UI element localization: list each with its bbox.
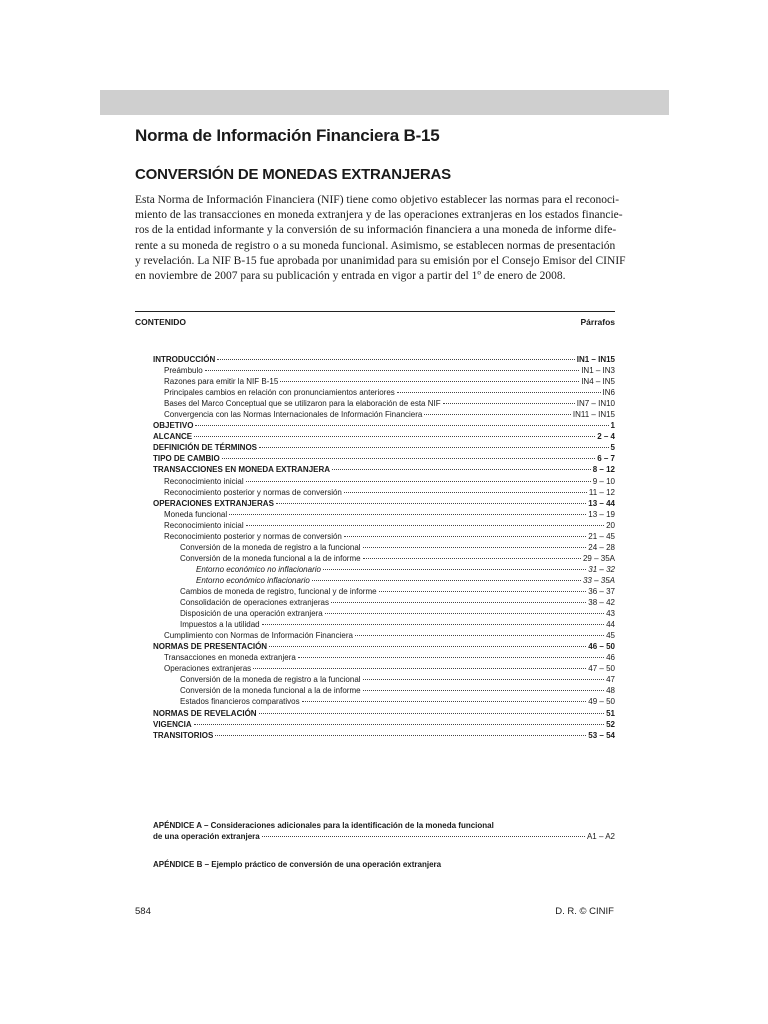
toc-pages: 20 <box>606 520 615 530</box>
copyright: D. R. © CINIF <box>555 906 614 917</box>
toc-pages: IN4 – IN5 <box>581 377 615 387</box>
toc-title: Entorno económico no inflacionario <box>196 564 321 574</box>
toc-leader <box>253 668 586 669</box>
toc-row <box>153 564 615 575</box>
intro-line: y revelación. La NIF B-15 fue aprobada por unanimidad para su emisión por el Consejo Emisor del CINIF <box>135 254 626 267</box>
toc-row <box>153 398 615 409</box>
toc-row <box>153 531 615 542</box>
toc-leader <box>259 713 605 714</box>
toc-row <box>153 520 615 531</box>
toc-row <box>153 453 615 464</box>
toc-title: Entorno económico inflacionario <box>196 575 310 585</box>
toc-leader <box>363 558 581 559</box>
appendix-b-label: APÉNDICE B <box>153 860 203 869</box>
toc-pages: 44 <box>606 620 615 630</box>
toc-pages: 38 – 42 <box>588 598 615 608</box>
toc-title: Conversión de la moneda funcional a la de informe <box>180 553 361 563</box>
toc-title: Bases del Marco Conceptual que se utilizaron para la elaboración de esta NIF <box>164 399 441 409</box>
toc-pages: 29 – 35A <box>582 553 615 563</box>
toc-leader <box>363 690 605 691</box>
toc-title: Reconocimiento inicial <box>164 476 244 486</box>
toc-leader <box>363 679 605 680</box>
toc-pages: IN6 <box>602 388 615 398</box>
appendix-a-label: APÉNDICE A <box>153 821 202 830</box>
toc-row <box>153 708 615 719</box>
toc-title: DEFINICIÓN DE TÉRMINOS <box>153 443 258 453</box>
toc-pages: 8 – 12 <box>592 465 615 475</box>
toc-leader <box>269 646 586 647</box>
toc-row <box>153 630 615 641</box>
toc-pages: 6 – 7 <box>597 454 615 464</box>
toc-row <box>153 674 615 685</box>
toc-pages: IN1 – IN3 <box>581 366 615 376</box>
toc-title: Reconocimiento posterior y normas de conversión <box>164 531 342 541</box>
toc-pages: 36 – 37 <box>588 586 615 596</box>
toc-leader <box>344 536 586 537</box>
toc-leader <box>344 492 587 493</box>
toc-pages: 51 <box>606 708 615 718</box>
toc-title: TRANSITORIOS <box>153 730 214 740</box>
toc-leader <box>355 635 604 636</box>
toc-row <box>153 476 615 487</box>
toc-pages: 48 <box>606 686 615 696</box>
toc-pages: 46 – 50 <box>588 642 615 652</box>
toc-leader <box>331 602 586 603</box>
toc-title: Operaciones extranjeras <box>164 664 252 674</box>
toc-title: ALCANCE <box>153 432 193 442</box>
toc-pages: 2 – 4 <box>597 432 615 442</box>
toc-pages: IN11 – IN15 <box>572 410 615 420</box>
toc-title: INTRODUCCIÓN <box>153 355 216 364</box>
toc-row <box>153 464 615 475</box>
toc-leader <box>246 481 591 482</box>
toc-title: Impuestos a la utilidad <box>180 620 260 630</box>
toc-pages: 5 <box>610 443 615 453</box>
toc-row <box>153 409 615 420</box>
intro-line: en noviembre de 2007 para su publicación y entrada en vigor a partir del 1º de enero de 2008. <box>135 270 566 283</box>
toc-row <box>153 442 615 453</box>
toc-pages: 1 <box>610 421 615 431</box>
toc-pages: 46 <box>606 653 615 663</box>
toc-pages: 45 <box>606 631 615 641</box>
toc-pages: 9 – 10 <box>592 476 615 486</box>
toc-title: Principales cambios en relación con pronunciamientos anteriores <box>164 388 395 398</box>
toc-row <box>153 420 615 431</box>
toc-leader <box>195 425 608 426</box>
toc-pages: 52 <box>606 719 615 729</box>
toc-row <box>153 487 615 498</box>
toc-leader <box>215 735 586 736</box>
intro-line: ros de la entidad informante y la conversión de su información financiera a una moneda de informe dife- <box>135 224 617 237</box>
appendix-a-text-cont: de una operación extranjera <box>153 832 260 841</box>
toc-pages: 33 – 35A <box>582 575 615 585</box>
toc-pages: 43 <box>606 609 615 619</box>
toc-title: Consolidación de operaciones extranjeras <box>180 598 329 608</box>
toc-leader <box>424 414 571 415</box>
toc-row <box>153 354 615 365</box>
toc-leader <box>312 580 581 581</box>
toc-title: Convergencia con las Normas Internacionales de Información Financiera <box>164 410 423 420</box>
toc-row <box>153 542 615 553</box>
toc-leader <box>276 503 586 504</box>
appendix-a-line1 <box>153 820 615 831</box>
toc-leader <box>222 458 596 459</box>
table-of-contents <box>153 354 615 741</box>
toc-row <box>153 498 615 509</box>
toc-title: Cambios de moneda de registro, funcional y de informe <box>180 586 377 596</box>
toc-title: TIPO DE CAMBIO <box>153 454 220 464</box>
toc-row <box>153 553 615 564</box>
appendix-b-text: – Ejemplo práctico de conversión de una operación extranjera <box>202 860 442 869</box>
toc-title: NORMAS DE REVELACIÓN <box>153 708 257 718</box>
toc-leader <box>323 569 586 570</box>
toc-row <box>153 696 615 707</box>
intro-line: rente a su moneda de registro o a su moneda funcional. Asimismo, se establecen normas de presentación <box>135 239 616 252</box>
toc-row <box>153 376 615 387</box>
toc-row <box>153 641 615 652</box>
intro-line: Esta Norma de Información Financiera (NIF) tiene como objetivo establecer las normas para el reconoci- <box>135 194 620 206</box>
toc-row <box>153 597 615 608</box>
toc-pages: 13 – 44 <box>588 498 615 508</box>
toc-title: Conversión de la moneda de registro a la funcional <box>180 675 361 685</box>
toc-leader <box>325 613 604 614</box>
toc-title: OBJETIVO <box>153 421 194 431</box>
toc-title: OPERACIONES EXTRANJERAS <box>153 498 274 508</box>
appendix-a <box>153 820 615 842</box>
toc-row <box>153 652 615 663</box>
toc-pages: 24 – 28 <box>588 542 615 552</box>
toc-row <box>153 719 615 730</box>
appendix-a-line2 <box>153 831 615 842</box>
toc-row <box>153 365 615 376</box>
toc-leader <box>262 624 604 625</box>
toc-pages: 47 – 50 <box>588 664 615 674</box>
toc-leader <box>443 403 575 404</box>
toc-pages: 13 – 19 <box>588 509 615 519</box>
toc-title: NORMAS DE PRESENTACIÓN <box>153 642 268 652</box>
appendix-a-text: – Consideraciones adicionales para la identificación de la moneda funcional <box>201 821 494 830</box>
toc-pages: 47 <box>606 675 615 685</box>
toc-leader <box>298 657 604 658</box>
toc-leader <box>194 724 604 725</box>
toc-leader <box>229 514 586 515</box>
toc-title: Transacciones en moneda extranjera <box>164 653 296 663</box>
toc-title: Estados financieros comparativos <box>180 697 300 707</box>
toc-leader <box>246 525 605 526</box>
toc-title: VIGENCIA <box>153 719 192 729</box>
appendix-b-line <box>153 859 615 870</box>
toc-leader <box>363 547 587 548</box>
toc-leader <box>397 392 601 393</box>
toc-title: Reconocimiento posterior y normas de conversión <box>164 487 342 497</box>
toc-title: Cumplimiento con Normas de Información Financiera <box>164 631 353 641</box>
toc-header-contenido: CONTENIDO <box>135 317 186 327</box>
page-number: 584 <box>135 906 151 917</box>
appendix-a-pages: A1 – A2 <box>586 832 615 841</box>
toc-title: Disposición de una operación extranjera <box>180 609 323 619</box>
intro-line: miento de las transacciones en moneda extranjera y de las operaciones extranjeras en los estados financie- <box>135 209 623 222</box>
appendix-b <box>153 859 615 870</box>
toc-row <box>153 586 615 597</box>
toc-pages: IN1 – IN15 <box>576 355 615 364</box>
toc-title: Conversión de la moneda funcional a la de informe <box>180 686 361 696</box>
toc-pages: 31 – 32 <box>588 564 615 574</box>
toc-title: Razones para emitir la NIF B-15 <box>164 377 279 387</box>
toc-row <box>153 663 615 674</box>
toc-leader <box>302 701 587 702</box>
header-bar <box>100 90 669 115</box>
toc-pages: 11 – 12 <box>588 487 615 497</box>
toc-pages: 49 – 50 <box>588 697 615 707</box>
toc-row <box>153 575 615 586</box>
toc-row <box>153 431 615 442</box>
toc-leader <box>332 469 591 470</box>
toc-row <box>153 730 615 741</box>
toc-title: Reconocimiento inicial <box>164 520 244 530</box>
toc-leader <box>194 436 595 437</box>
toc-leader <box>379 591 587 592</box>
toc-title: TRANSACCIONES EN MONEDA EXTRANJERA <box>153 465 331 475</box>
document-title: CONVERSIÓN DE MONEDAS EXTRANJERAS <box>135 166 451 183</box>
toc-row <box>153 619 615 630</box>
norma-title: Norma de Información Financiera B-15 <box>135 126 440 145</box>
toc-leader <box>259 447 609 448</box>
toc-title: Preámbulo <box>164 366 203 376</box>
toc-pages: IN7 – IN10 <box>576 399 615 409</box>
intro-paragraph <box>135 193 626 284</box>
toc-title: Conversión de la moneda de registro a la funcional <box>180 542 361 552</box>
toc-leader <box>280 381 579 382</box>
toc-header <box>135 311 615 327</box>
toc-pages: 53 – 54 <box>588 730 615 740</box>
toc-leader <box>205 370 580 371</box>
toc-row <box>153 608 615 619</box>
toc-pages: 21 – 45 <box>588 531 615 541</box>
toc-header-parrafos: Párrafos <box>580 317 615 327</box>
toc-title: Moneda funcional <box>164 509 228 519</box>
toc-row <box>153 685 615 696</box>
toc-leader <box>262 836 585 837</box>
toc-leader <box>217 359 575 360</box>
toc-row <box>153 387 615 398</box>
toc-row <box>153 509 615 520</box>
